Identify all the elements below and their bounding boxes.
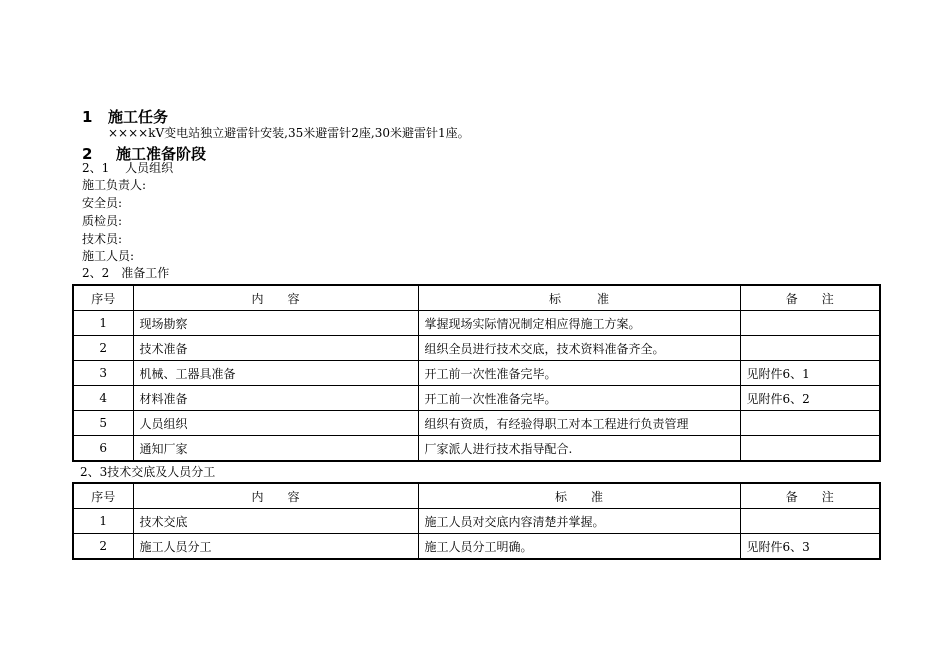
cell-content: 技术准备 [133, 336, 418, 361]
header-seq: 序号 [73, 483, 133, 509]
cell-standard: 厂家派人进行技术指导配合. [418, 436, 740, 462]
header-standard: 标 准 [418, 483, 740, 509]
cell-standard: 掌握现场实际情况制定相应得施工方案。 [418, 311, 740, 336]
header-seq: 序号 [73, 285, 133, 311]
table-row [73, 386, 880, 411]
section-1-description: ××××kV变电站独立避雷针安装,35米避雷针2座,30米避雷针1座。 [108, 126, 470, 140]
subsection-2-3: 2、3技术交底及人员分工 [80, 465, 216, 479]
preparation-table [72, 284, 881, 462]
cell-seq: 6 [73, 436, 133, 462]
table-row [73, 436, 880, 462]
staff-line-leader: 施工负责人: [82, 178, 147, 192]
section-1-number: 1 [82, 108, 93, 126]
cell-remarks [740, 436, 880, 462]
header-content: 内 容 [133, 483, 418, 509]
staff-line-technician: 技术员: [82, 232, 123, 246]
cell-content: 通知厂家 [133, 436, 418, 462]
table-header-row [73, 285, 880, 311]
cell-remarks [740, 509, 880, 534]
table-row [73, 534, 880, 560]
cell-standard: 施工人员对交底内容清楚并掌握。 [418, 509, 740, 534]
header-remarks: 备 注 [740, 285, 880, 311]
cell-remarks: 见附件6、1 [740, 361, 880, 386]
section-1-heading [82, 106, 168, 127]
table-row [73, 336, 880, 361]
staff-line-workers: 施工人员: [82, 249, 135, 263]
cell-standard: 组织有资质，有经验得职工对本工程进行负责管理 [418, 411, 740, 436]
cell-content: 机械、工器具准备 [133, 361, 418, 386]
section-1-title: 施工任务 [108, 108, 169, 126]
cell-remarks [740, 411, 880, 436]
cell-seq: 3 [73, 361, 133, 386]
subsection-2-1: 2、1 人员组织 [82, 161, 174, 175]
cell-content: 技术交底 [133, 509, 418, 534]
header-remarks: 备 注 [740, 483, 880, 509]
cell-standard: 开工前一次性准备完毕。 [418, 386, 740, 411]
staff-line-safety: 安全员: [82, 196, 123, 210]
cell-content: 现场勘察 [133, 311, 418, 336]
cell-standard: 组织全员进行技术交底，技术资料准备齐全。 [418, 336, 740, 361]
table-row [73, 311, 880, 336]
cell-seq: 1 [73, 509, 133, 534]
table-row [73, 509, 880, 534]
section-2-number: 2 [82, 145, 93, 163]
briefing-table [72, 482, 881, 560]
table-header-row [73, 483, 880, 509]
cell-content: 材料准备 [133, 386, 418, 411]
cell-standard: 施工人员分工明确。 [418, 534, 740, 560]
table-row [73, 411, 880, 436]
header-standard: 标 准 [418, 285, 740, 311]
subsection-2-2: 2、2 准备工作 [82, 266, 170, 280]
cell-content: 人员组织 [133, 411, 418, 436]
cell-remarks: 见附件6、3 [740, 534, 880, 560]
table-row [73, 361, 880, 386]
cell-remarks: 见附件6、2 [740, 386, 880, 411]
cell-seq: 2 [73, 534, 133, 560]
cell-seq: 1 [73, 311, 133, 336]
header-content: 内 容 [133, 285, 418, 311]
cell-remarks [740, 311, 880, 336]
cell-seq: 2 [73, 336, 133, 361]
cell-remarks [740, 336, 880, 361]
cell-content: 施工人员分工 [133, 534, 418, 560]
section-2-title: 施工准备阶段 [116, 145, 207, 163]
cell-standard: 开工前一次性准备完毕。 [418, 361, 740, 386]
cell-seq: 5 [73, 411, 133, 436]
staff-line-quality: 质检员: [82, 214, 123, 228]
cell-seq: 4 [73, 386, 133, 411]
